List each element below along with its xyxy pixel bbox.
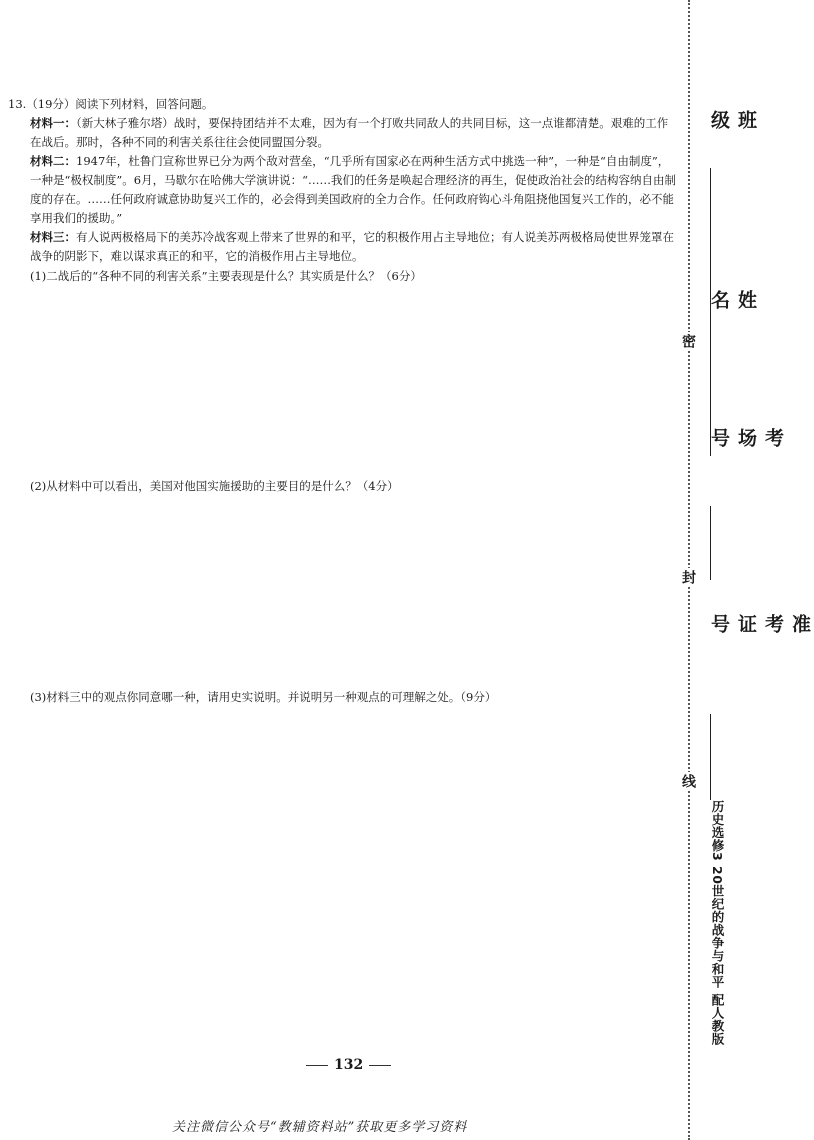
page-number-block — [300, 1057, 397, 1073]
seal-mark-2: 封 — [680, 570, 696, 584]
class-write-line[interactable] — [710, 168, 711, 368]
book-title: 历史选修3 20世纪的战争与和平 配人教版 — [710, 800, 725, 1046]
page-number: 132 — [334, 1057, 364, 1073]
material-1-text: （新大林子雅尔塔）战时，要保持团结并不太难，因为有一个打败共同敌人的共同目标，这一点谁都清楚。艰难的工作在战后。那时，各种不同的利害关系往往会使同盟国分裂。 — [30, 116, 669, 149]
sub-question-2: (2)从材料中可以看出，美国对他国实施援助的主要目的是什么？（4分） — [30, 479, 399, 493]
class-label: 班级 — [708, 110, 757, 131]
question-heading: 13.（19分）阅读下列材料，回答问题。 — [8, 97, 214, 111]
seal-mark-1: 密 — [680, 334, 696, 348]
sub-question-3: (3)材料三中的观点你同意哪一种，请用史实说明。并说明另一种观点的可理解之处。（9分） — [30, 690, 497, 704]
material-3-label: 材料三： — [30, 230, 76, 244]
seal-mark-3: 线 — [680, 774, 696, 788]
exam-id-label: 准考证号 — [708, 614, 811, 635]
exam-room-write-line[interactable] — [710, 506, 711, 580]
material-3 — [8, 228, 676, 266]
question-13 — [8, 95, 676, 266]
material-2-label: 材料二： — [30, 154, 76, 168]
material-2-text: 1947年，杜鲁门宣称世界已分为两个敌对营垒，“几乎所有国家必在两种生活方式中挑选一种”，一种是“自由制度”，一种是“极权制度”。6月，马歇尔在哈佛大学演讲说：“……我们的任务是唤起合理经济的再生，促使政治社会的结构容纳自由制度的存在。……任何政府诚意协助复兴工作的，必会得到美国政府的全力合作。任何政府钩心斗角阻挠他国复兴工作的，必不能享用我们的援助。” — [30, 154, 676, 225]
page-dash-left — [306, 1065, 328, 1066]
page-dash-right — [369, 1065, 391, 1066]
material-2 — [8, 152, 676, 228]
material-1 — [8, 114, 676, 152]
sub-question-1: (1)二战后的“各种不同的利害关系”主要表现是什么？其实质是什么？（6分） — [30, 269, 422, 283]
exam-room-label: 考场号 — [708, 428, 784, 449]
material-1-label: 材料一： — [30, 116, 76, 130]
material-3-text: 有人说两极格局下的美苏冷战客观上带来了世界的和平，它的积极作用占主导地位；有人说美苏两极格局使世界笼罩在战争的阴影下，难以谋求真正的和平，它的消极作用占主导地位。 — [30, 230, 674, 263]
exam-id-write-line[interactable] — [710, 714, 711, 800]
name-label: 姓名 — [708, 290, 757, 311]
footer-note: 关注微信公众号“教辅资料站”获取更多学习资料 — [172, 1120, 468, 1135]
